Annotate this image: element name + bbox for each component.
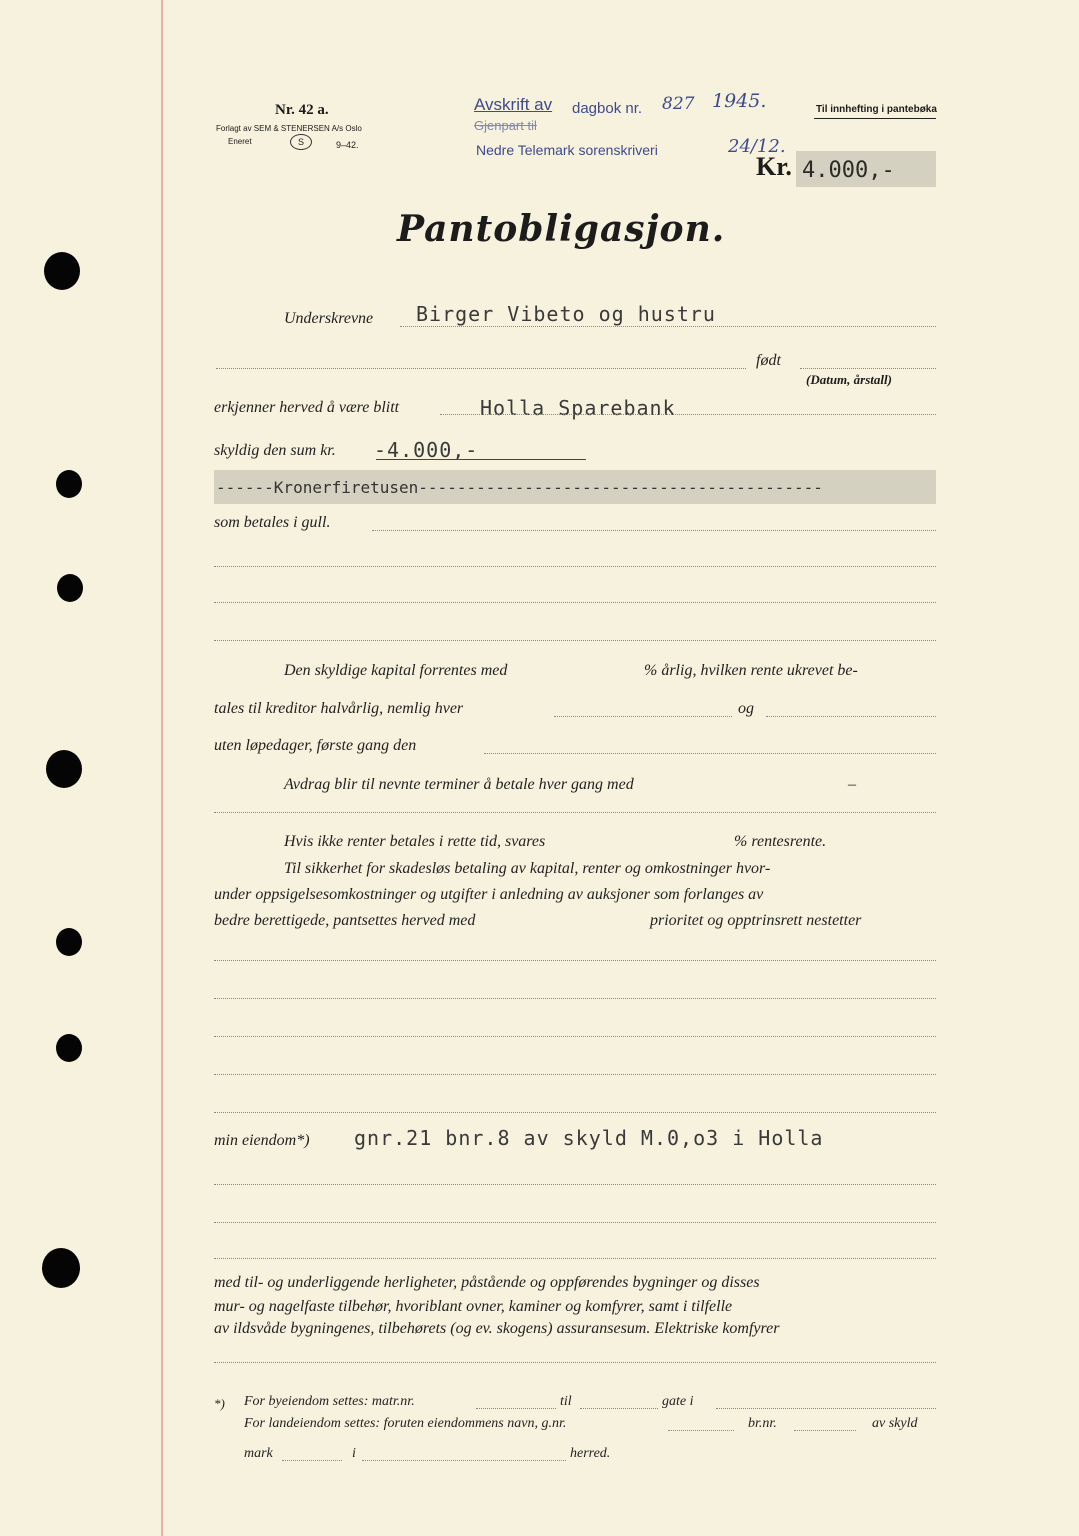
blank-line <box>214 1362 936 1363</box>
form-number: Nr. 42 a. <box>275 102 329 118</box>
undersigned-label: Underskrevne <box>284 310 374 327</box>
born-hint: (Datum, årstall) <box>806 372 892 387</box>
blank-line <box>214 998 936 999</box>
stamp-dagbok: dagbok nr. <box>572 100 643 117</box>
footnote-mark-b: i <box>352 1446 356 1461</box>
blank-line <box>794 1430 856 1431</box>
born-label: født <box>756 352 781 369</box>
blank-line <box>372 530 936 531</box>
footnote-marker: *) <box>214 1396 225 1411</box>
interest-line-3: uten løpedager, første gang den <box>214 737 417 754</box>
sum-label: skyldig den sum kr. <box>214 442 336 459</box>
words-value: ------Kronerfiretusen------------------------------------------ <box>216 478 823 497</box>
interest-line-2a: tales til kreditor halvårlig, nemlig hver <box>214 700 464 717</box>
interest-line-1a: Den skyldige kapital forrentes med <box>284 662 508 679</box>
amount-value: 4.000,- <box>802 158 895 183</box>
blank-line <box>214 1222 936 1223</box>
footnote-by-c: gate i <box>662 1394 694 1409</box>
interest-line-1b: % årlig, hvilken rente ukrevet be- <box>644 662 858 679</box>
punch-hole <box>42 1248 80 1288</box>
publisher-date: 9–42. <box>336 140 359 150</box>
punch-hole <box>56 470 82 498</box>
publisher-eneret: Eneret <box>228 137 252 146</box>
blank-line <box>766 716 936 717</box>
born-line <box>800 368 936 369</box>
punch-hole <box>57 574 83 602</box>
publisher-logo-icon: S <box>290 134 312 150</box>
creditor-value: Holla Sparebank <box>480 396 676 420</box>
punch-hole <box>46 750 82 788</box>
footnote-by-a: For byeiendom settes: matr.nr. <box>244 1394 415 1409</box>
blank-line <box>362 1460 566 1461</box>
blank-line <box>282 1460 342 1461</box>
footnote-mark-c: herred. <box>570 1446 611 1461</box>
sikkerhet-line-1: Til sikkerhet for skadesløs betaling av kapital, renter og omkostninger hvor- <box>284 860 771 877</box>
blank-line <box>554 716 732 717</box>
footnote-land-b: br.nr. <box>748 1416 777 1431</box>
blank-line <box>214 1036 936 1037</box>
interest-line-2b: og <box>738 700 754 717</box>
blank-line <box>214 1074 936 1075</box>
creditor-line <box>440 414 936 415</box>
property-value: gnr.21 bnr.8 av skyld M.0,o3 i Holla <box>354 1126 824 1150</box>
margin-line <box>161 0 163 1536</box>
footnote-land-c: av skyld <box>872 1416 918 1431</box>
undersigned-line <box>400 326 936 327</box>
footnote-by-b: til <box>560 1394 572 1409</box>
stamp-avskrift: Avskrift av <box>474 95 553 114</box>
binding-note-underline <box>814 118 936 119</box>
blank-line <box>214 960 936 961</box>
stamp-gjenpart: Gjenpart til <box>474 118 537 133</box>
stamp-office: Nedre Telemark sorenskriveri <box>476 142 658 158</box>
stamp-year: 1945. <box>712 90 767 112</box>
blank-line <box>214 1112 936 1113</box>
avdrag-dash: – <box>848 776 856 793</box>
sikkerhet-line-3a: bedre berettigede, pantsettes herved med <box>214 912 476 929</box>
creditor-label: erkjenner herved å være blitt <box>214 399 400 416</box>
blank-line <box>484 753 936 754</box>
blank-line <box>214 1258 936 1259</box>
rights-line-1: med til- og underliggende herligheter, påstående og oppførendes bygninger og disses <box>214 1274 760 1291</box>
blank-line <box>216 368 746 369</box>
blank-line <box>214 1184 936 1185</box>
rights-line-3: av ildsvåde bygningenes, tilbehørets (og ev. skogens) assuransesum. Elektriske komfyrer <box>214 1320 780 1337</box>
publisher-line: Forlagt av SEM & STENERSEN A/s Oslo <box>216 124 362 133</box>
blank-line <box>214 640 936 641</box>
undersigned-value: Birger Vibeto og hustru <box>416 302 716 326</box>
amount-prefix: Kr. <box>756 152 792 181</box>
property-label: min eiendom*) <box>214 1132 310 1149</box>
blank-line <box>476 1408 556 1409</box>
document-title: Pantobligasjon. <box>397 208 726 250</box>
punch-hole <box>56 928 82 956</box>
gold-label: som betales i gull. <box>214 514 331 531</box>
blank-line <box>716 1408 936 1409</box>
sum-value: -4.000,- <box>374 438 479 462</box>
footnote-mark-a: mark <box>244 1446 273 1461</box>
binding-note: Til innhefting i pantebøka <box>816 104 937 115</box>
sikkerhet-line-2: under oppsigelsesomkostninger og utgifter i anledning av auksjoner som forlanges av <box>214 886 764 903</box>
stamp-dagbok-number: 827 <box>662 94 695 114</box>
blank-line <box>580 1408 658 1409</box>
blank-line <box>214 566 936 567</box>
stamp-date: 24/12. <box>728 136 786 157</box>
rights-line-2: mur- og nagelfaste tilbehør, hvoriblant ovner, kaminer og komfyrer, samt i tilfelle <box>214 1298 733 1315</box>
punch-hole <box>56 1034 82 1062</box>
blank-line <box>214 602 936 603</box>
sikkerhet-line-3b: prioritet og opptrinsrett nestetter <box>650 912 862 929</box>
renter-text-a: Hvis ikke renter betales i rette tid, svares <box>284 833 546 850</box>
blank-line <box>214 812 936 813</box>
sum-line <box>376 459 586 460</box>
renter-text-b: % rentesrente. <box>734 833 827 850</box>
blank-line <box>668 1430 734 1431</box>
avdrag-text: Avdrag blir til nevnte terminer å betale hver gang med <box>284 776 634 793</box>
punch-hole <box>44 252 80 290</box>
footnote-land-a: For landeiendom settes: foruten eiendommens navn, g.nr. <box>244 1416 567 1431</box>
